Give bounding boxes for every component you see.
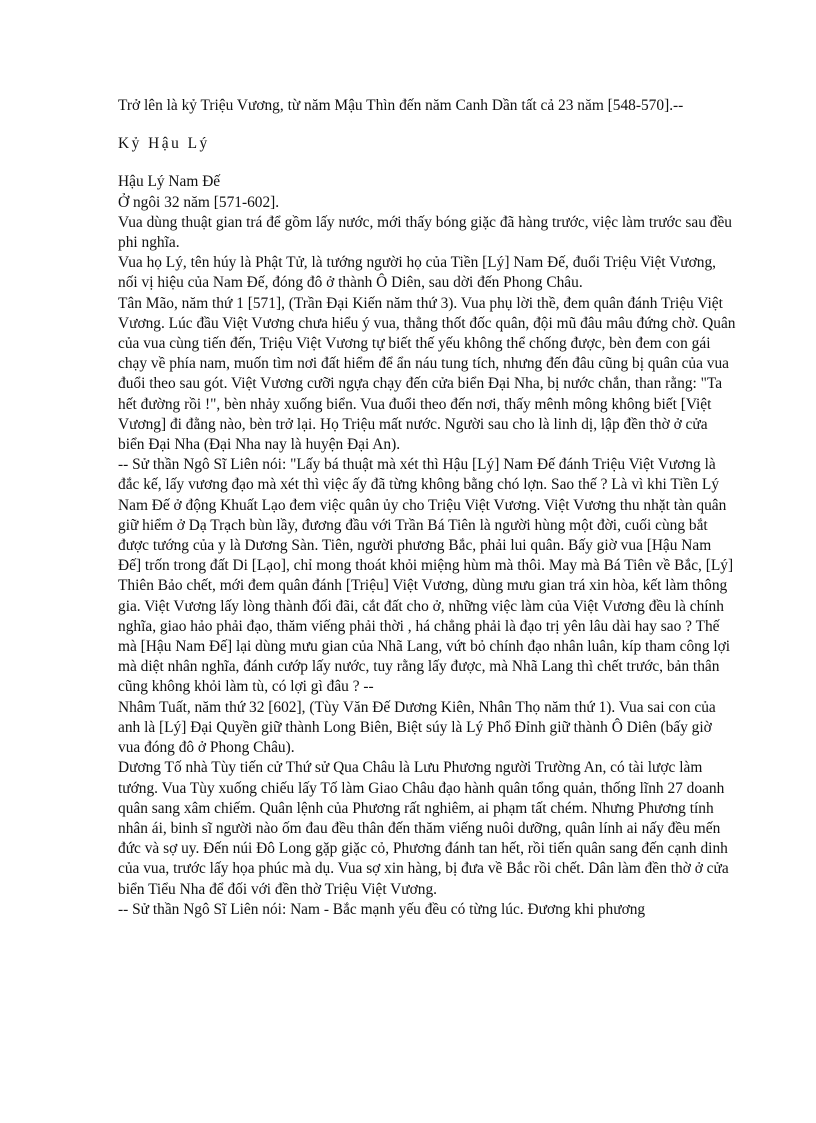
paragraph: Ở ngôi 32 năm [571-602]. — [118, 193, 280, 211]
paragraph: Vua dùng thuật gian trá để gồm lấy nước, mới thấy bóng giặc đã hàng trước, việc làm trước sau đều phi nghĩa. — [118, 213, 732, 252]
paragraph: -- Sử thần Ngô Sĩ Liên nói: Nam - Bắc mạnh yếu đều có từng lúc. Đương khi phương — [118, 900, 646, 918]
body-text — [118, 172, 736, 920]
section-heading: Kỷ Hậu Lý — [118, 135, 210, 153]
intro-paragraph: Trở lên là kỷ Triệu Vương, từ năm Mậu Thìn đến năm Canh Dần tất cả 23 năm [548-570].-- — [118, 97, 684, 114]
paragraph: Tân Mão, năm thứ 1 [571], (Trần Đại Kiến năm thứ 3). Vua phụ lời thề, đem quân đánh Triệu Việt Vương. Lúc đầu Việt Vương chưa hiểu ý vua, thẳng thốt đốc quân, đội mũ đâu mâu đứng chờ. Quân của vua cùng tiến đến, Triệu Việt Vương tự biết thế yếu không thể chống được, bèn đem con gái chạy về phía nam, muốn tìm nơi đất hiểm để ẩn náu tung tích, nhưng đến đâu cũng bị quân của vua đuổi theo sau gót. Việt Vương cưỡi ngựa chạy đến cửa biển Đại Nha, bị nước chắn, than rằng: "Ta hết đường rồi !", bèn nhảy xuống biển. Vua đuổi theo đến nơi, thấy mênh mông không biết [Việt Vương] đi đằng nào, bèn trở lại. Họ Triệu mất nước. Người sau cho là linh dị, lập đền thờ ở cửa biển Đại Nha (Đại Nha nay là huyện Đại An). — [118, 294, 736, 454]
paragraph: Dương Tố nhà Tùy tiến cử Thứ sử Qua Châu là Lưu Phương người Trường An, có tài lược làm tướng. Vua Tùy xuống chiếu lấy Tố làm Giao Châu đạo hành quân tổng quản, thống lĩnh 27 doanh quân sang xâm chiếm. Quân lệnh của Phương rất nghiêm, ai phạm tất chém. Nhưng Phương tính nhân ái, binh sĩ người nào ốm đau đều thân đến thăm viếng nuôi dưỡng, quân lính ai nấy đều mến đức và sợ uy. Đến núi Đô Long gặp giặc cỏ, Phương đánh tan hết, rồi tiến quân sang đến cạnh dinh của vua, trước lấy họa phúc mà dụ. Vua sợ xin hàng, bị đưa về Bắc rồi chết. Dân làm đền thờ ở cửa biển Tiểu Nha để đối với đền thờ Triệu Việt Vương. — [118, 759, 729, 898]
document-page — [118, 96, 736, 920]
paragraph: Hậu Lý Nam Đế — [118, 173, 221, 191]
paragraph: Vua họ Lý, tên húy là Phật Tử, là tướng người họ của Tiền [Lý] Nam Đế, đuổi Triệu Việt Vương, nối vị hiệu của Nam Đế, đóng đô ở thành Ô Diên, sau dời đến Phong Châu. — [118, 254, 716, 292]
paragraph: Nhâm Tuất, năm thứ 32 [602], (Tùy Văn Đế Dương Kiên, Nhân Thọ năm thứ 1). Vua sai con của anh là [Lý] Đại Quyền giữ thành Long Biên, Biệt súy là Lý Phổ Đỉnh giữ thành Ô Diên (bấy giờ vua đóng đô ở Phong Châu). — [118, 698, 716, 757]
paragraph: -- Sử thần Ngô Sĩ Liên nói: "Lấy bá thuật mà xét thì Hậu [Lý] Nam Đế đánh Triệu Việt Vương là đắc kế, lấy vương đạo mà xét thì việc ấy đã từng không bằng chó lợn. Sao thế ? Là vì khi Tiền Lý Nam Đế ở động Khuất Lạo đem việc quân ủy cho Triệu Việt Vương. Việt Vương thu nhặt tàn quân giữ hiểm ở Dạ Trạch bùn lầy, đương đầu với Trần Bá Tiên là người hùng một đời, cuối cùng bắt được tướng của y là Dương Sàn. Tiên, người phương Bắc, phải lui quân. Bấy giờ vua [Hậu Nam Đế] trốn trong đất Di [Lạo], chỉ mong thoát khỏi miệng hùm mà thôi. May mà Bá Tiên về Bắc, [Lý] Thiên Bảo chết, mới đem quân đánh [Triệu] Việt Vương, dùng mưu gian trá xin hòa, kết làm thông gia. Việt Vương lấy lòng thành đối đãi, cắt đất cho ở, những việc làm của Việt Vương đều là chính nghĩa, giao hảo phải đạo, thăm viếng phải thời , há chẳng phải là đạo trị yên lâu dài hay sao ? Thế mà [Hậu Nam Đế] lại dùng mưu gian của Nhã Lang, vứt bỏ chính đạo nhân luân, kíp tham công lợi mà diệt nhân nghĩa, đánh cướp lấy nước, tuy rằng lấy được, mà Nhã Lang thì chết trước, bản thân cũng không khỏi làm tù, có lợi gì đâu ? -- — [118, 456, 734, 696]
